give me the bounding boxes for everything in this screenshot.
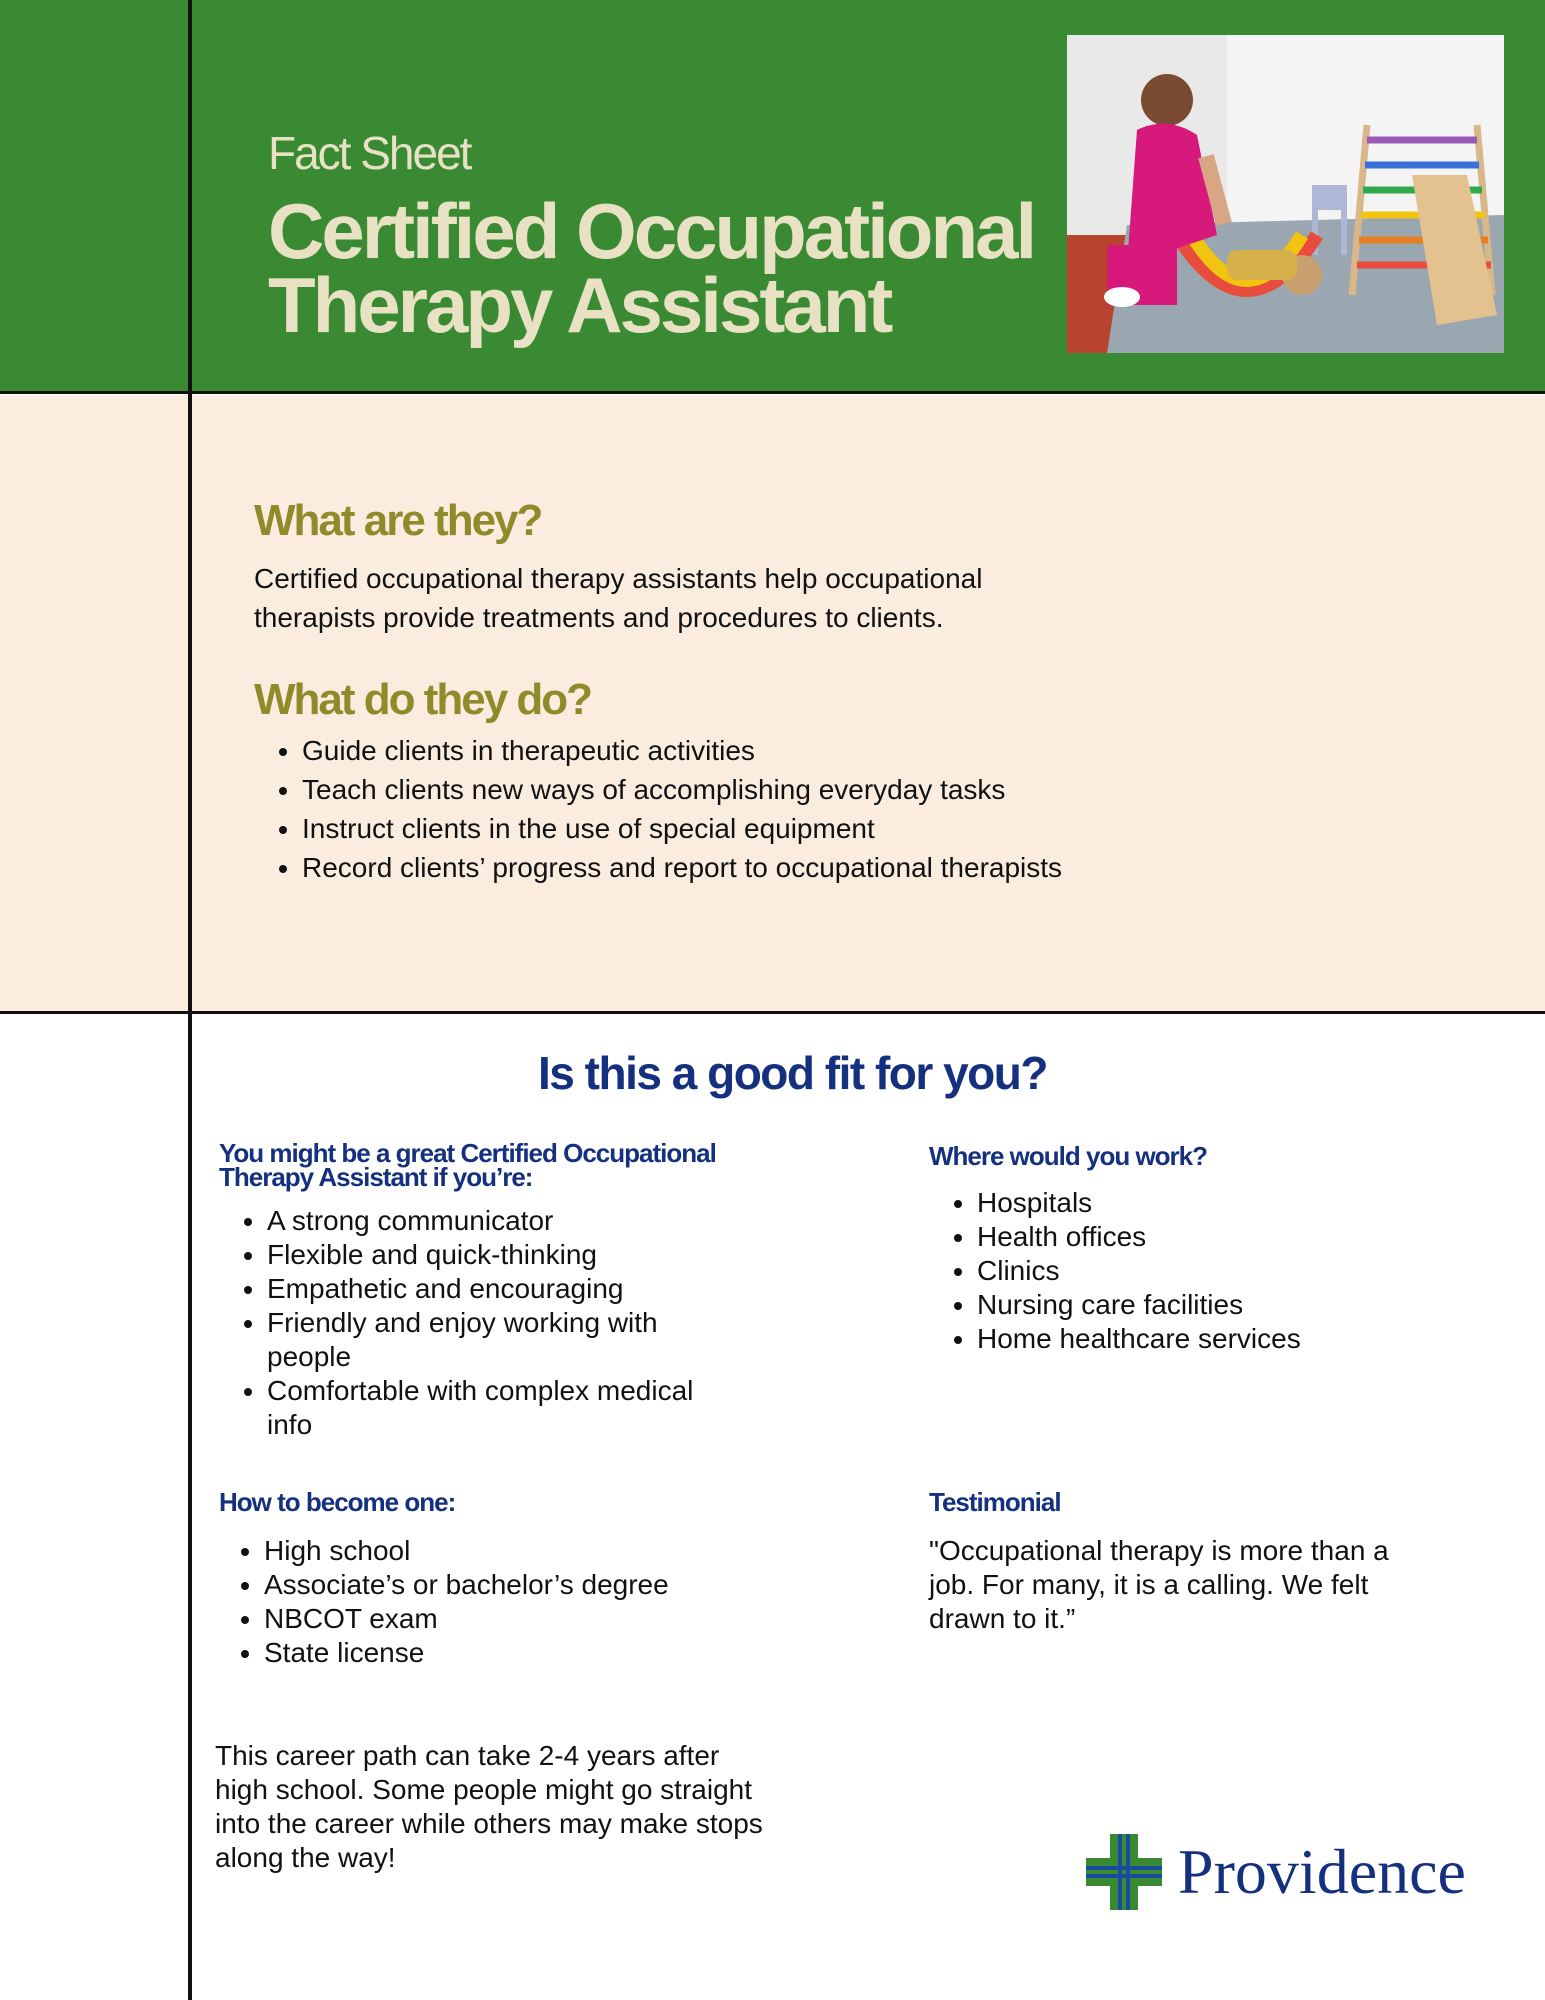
providence-wordmark: Providence bbox=[1178, 1836, 1466, 1907]
divider-top bbox=[0, 391, 1545, 394]
title-line-2: Therapy Assistant bbox=[268, 261, 891, 349]
list-item: • Home healthcare services bbox=[977, 1322, 1301, 1356]
list-item: • Health offices bbox=[977, 1220, 1301, 1254]
career-path-line: along the way! bbox=[215, 1842, 396, 1873]
list-item: • High school bbox=[264, 1534, 669, 1568]
list-item-line: people bbox=[267, 1341, 352, 1372]
list-item: • Teach clients new ways of accomplishing everyday tasks bbox=[302, 770, 1062, 809]
therapist-with-child-photo bbox=[1067, 35, 1504, 353]
list-item: • Associate’s or bachelor’s degree bbox=[264, 1568, 669, 1602]
list-item: • State license bbox=[264, 1636, 669, 1670]
work-heading: Where would you work? bbox=[929, 1141, 1208, 1171]
become-list bbox=[216, 1534, 669, 1670]
photo-illustration bbox=[1067, 35, 1504, 353]
career-path-line: high school. Some people might go straight bbox=[215, 1774, 752, 1805]
fact-sheet-label: Fact Sheet bbox=[268, 127, 471, 179]
list-item-line: info bbox=[267, 1409, 313, 1440]
list-item: • Empathetic and encouraging bbox=[267, 1272, 693, 1306]
testimonial-line: "Occupational therapy is more than a bbox=[929, 1535, 1389, 1566]
list-item: • Flexible and quick-thinking bbox=[267, 1238, 693, 1272]
list-item: • Instruct clients in the use of special equipment bbox=[302, 809, 1062, 848]
testimonial-heading: Testimonial bbox=[929, 1487, 1061, 1517]
title-line-1: Certified Occupational bbox=[268, 187, 1035, 275]
list-item-line: Comfortable with complex medical bbox=[267, 1375, 694, 1406]
career-path-line: into the career while others may make stops bbox=[215, 1808, 763, 1839]
traits-heading bbox=[219, 1138, 716, 1192]
list-item: • Hospitals bbox=[977, 1186, 1301, 1220]
list-item: • Record clients’ progress and report to occupational therapists bbox=[302, 848, 1062, 887]
what-are-they-line-1: Certified occupational therapy assistants help occupational bbox=[254, 563, 983, 594]
providence-logo bbox=[1086, 1834, 1506, 1914]
career-path-note bbox=[215, 1739, 763, 1875]
what-are-they-text bbox=[254, 559, 982, 637]
intro-band bbox=[0, 395, 1545, 1012]
page-title bbox=[268, 187, 1035, 349]
list-item: • Nursing care facilities bbox=[977, 1288, 1301, 1322]
list-item-line: Friendly and enjoy working with bbox=[267, 1307, 658, 1338]
duties-list bbox=[254, 731, 1062, 887]
list-item bbox=[267, 1306, 693, 1374]
workplaces-list bbox=[929, 1186, 1301, 1356]
traits-heading-line-1: You might be a great Certified Occupational bbox=[219, 1138, 716, 1168]
list-item: • NBCOT exam bbox=[264, 1602, 669, 1636]
testimonial-line: job. For many, it is a calling. We felt bbox=[929, 1569, 1369, 1600]
list-item: • Clinics bbox=[977, 1254, 1301, 1288]
list-item bbox=[267, 1374, 693, 1442]
what-do-they-do-heading: What do they do? bbox=[254, 675, 592, 724]
career-path-line: This career path can take 2-4 years after bbox=[215, 1740, 720, 1771]
list-item: • A strong communicator bbox=[267, 1204, 693, 1238]
testimonial-line: drawn to it.” bbox=[929, 1603, 1076, 1634]
providence-cross-icon bbox=[1086, 1834, 1162, 1910]
traits-list bbox=[219, 1204, 693, 1442]
list-item: • Guide clients in therapeutic activities bbox=[302, 731, 1062, 770]
what-are-they-heading: What are they? bbox=[254, 496, 542, 545]
what-are-they-line-2: therapists provide treatments and procedures to clients. bbox=[254, 602, 944, 633]
divider-middle bbox=[0, 1011, 1545, 1014]
vertical-rule bbox=[188, 0, 192, 2000]
testimonial-quote bbox=[929, 1534, 1389, 1636]
become-heading: How to become one: bbox=[219, 1487, 456, 1517]
traits-heading-line-2: Therapy Assistant if you’re: bbox=[219, 1162, 533, 1192]
fit-heading: Is this a good fit for you? bbox=[538, 1047, 1047, 1099]
